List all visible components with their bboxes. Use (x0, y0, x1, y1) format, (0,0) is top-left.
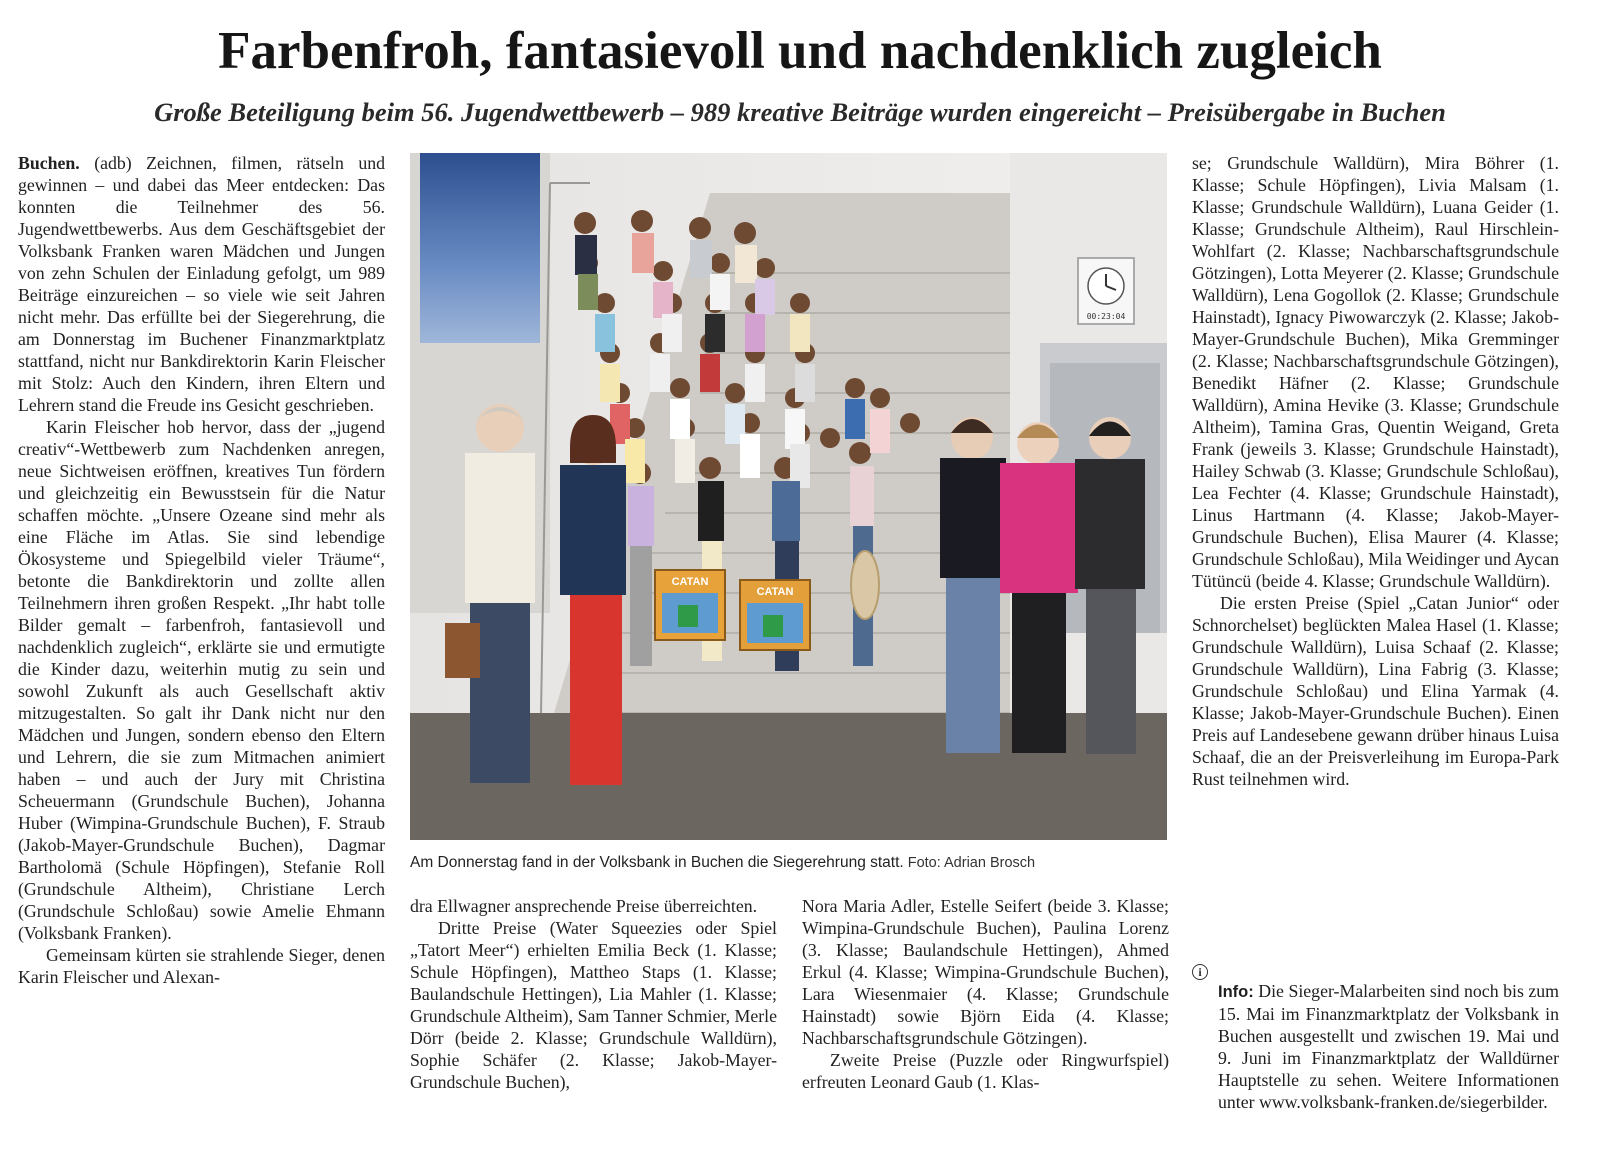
group-photo-illustration (410, 153, 1167, 840)
article-photo (410, 153, 1167, 840)
info-icon: i (1192, 964, 1208, 980)
info-text: Die Sieger-Malarbeiten sind noch bis zum 15. Mai im Finanzmarktplatz der Volksbank in Buchen ausgestellt und zwischen 19. Mai und 9. Juni im Finanzmarktplatz der Walldürner Hauptstelle zu sehen. Weitere Informationen unter www.volksbank-franken.de/siegerbilder. (1218, 980, 1559, 1112)
paragraph: Nora Maria Adler, Estelle Seifert (beide 3. Klasse; Wimpina-Grundschule Buchen), Paulina Lorenz (3. Klasse; Baulandschule Hettingen), Ahmed Erkul (4. Klasse; Wimpina-Grundschule Buchen), Lara Wiesenmaier (4. Klasse; Grundschule Hainstadt) sowie Björn Eida (4. Klasse; Nachbarschaftsgrundschule Götzingen). (802, 896, 1169, 1048)
paragraph: Zweite Preise (Puzzle oder Ringwurfspiel) erfreuten Leonard Gaub (1. Klas- (802, 1050, 1169, 1092)
dateline: Buchen. (18, 153, 80, 173)
clock-display: 00:23:04 (1086, 312, 1126, 321)
paragraph: se; Grundschule Walldürn), Mira Böhrer (1. Klasse; Schule Höpfingen), Livia Malsam (1. Klasse; Grundschule Walldürn), Luana Geider (1. Klasse; Grundschule Altheim), Raul Hirschlein-Wohlfart (2. Klasse; Nachbarschaftsgrundschule Götzingen), Lotta Meyerer (2. Klasse; Grundschule Walldürn), Lena Gogollok (2. Klasse; Grundschule Hainstadt), Ignacy Piwowarczyk (2. Klasse; Jakob-Mayer-Grundschule Buchen), Mika Gremminger (2. Klasse; Nachbarschaftsgrundschule Götzingen), Benedikt Häfner (2. Klasse; Grundschule Walldürn), Amina Hevike (3. Klasse; Grundschule Altheim), Tamina Gras, Quentin Weigand, Greta Frank (jeweils 3. Klasse; Grundschule Hainstadt), Hailey Schwab (3. Klasse; Grundschule Schloßau), Lea Fechter (4. Klasse; Grundschule Hainstadt), Linus Hartmann (4. Klasse; Jakob-Mayer-Grundschule Buchen), Elisa Maurer (4. Klasse; Grundschule Schloßau), Mila Weidinger und Aycan Tütüncü (beide 4. Klasse; Grundschule Walldürn). (1192, 153, 1559, 591)
photo-caption (410, 852, 1167, 874)
svg-text:CATAN: CATAN (756, 586, 794, 598)
paragraph: dra Ellwagner ansprechende Preise überreichten. (410, 896, 758, 916)
lead-text: (adb) Zeichnen, filmen, rätseln und gewinnen – und dabei das Meer entdecken: Das konnten die Teilnehmer des 56. Jugendwettbewerbs. Aus dem Geschäftsgebiet der Volksbank Franken waren Mädchen und Jungen von zehn Schulen der Einladung gefolgt, um 989 Beiträge einzureichen – so viele wie seit Jahren nicht mehr. Das erfüllte bei der Siegerehrung, die am Donnerstag im Buchener Finanzmarktplatz stattfand, nicht nur Bankdirektorin Karin Fleischer mit Stolz: Auch den Kindern, ihren Eltern und Lehrern stand die Freude ins Gesicht geschrieben. (18, 153, 385, 415)
caption-text: Am Donnerstag fand in der Volksbank in Buchen die Siegerehrung statt. (410, 854, 904, 871)
paragraph: Karin Fleischer hob hervor, dass der „jugend creativ“-Wettbewerb zum Nachdenken anregen, neue Sichtweisen eröffnen, kreatives Tun fördern und gleichzeitig ein Bewusstsein für die Natur schaffen möchte. „Unsere Ozeane sind mehr als eine Fläche im Atlas. Sie sind lebendige Ökosysteme und Spiegelbild vieler Träume“, betonte die Bankdirektorin und zollte allen Teilnehmern ihren großen Respekt. „Ihr habt tolle Bilder gemalt – farbenfroh, fantasievoll und nachdenklich zugleich“, erklärte sie und ermutigte die Kinder dazu, weiterhin mutig zu sein und sowohl Zukunft als auch Gesellschaft aktiv mitzugestalten. So galt ihr Dank nicht nur den Mädchen und Jungen, sondern ebenso den Eltern und Lehrern, die sie zum Mitmachen animiert haben – und auch der Jury mit Christina Scheuermann (Grundschule Buchen), Johanna Huber (Wimpina-Grundschule Buchen), F. Straub (Jakob-Mayer-Grundschule Buchen), Dagmar Bartholomä (Schule Höpfingen), Stefanie Roll (Grundschule Altheim), Christiane Lerch (Grundschule Schloßau) sowie Amelie Ehmann (Volksbank Franken). (18, 417, 385, 943)
paragraph: Dritte Preise (Water Squeezies oder Spiel „Tatort Meer“) erhielten Emilia Beck (1. Klasse; Schule Höpfingen), Mattheo Staps (1. Klasse; Baulandschule Hettingen), Lia Mahler (1. Klasse; Grundschule Altheim), Sam Tanner Schmier, Merle Dörr (beide 2. Klasse; Grundschule Walldürn), Sophie Schäfer (2. Klasse; Jakob-Mayer-Grundschule Buchen), (410, 918, 777, 1092)
info-label: Info: (1218, 982, 1254, 1001)
info-paragraph (1218, 980, 1559, 1113)
headline: Farbenfroh, fantasievoll und nachdenklich zugleich (218, 22, 1382, 80)
article-column-3 (802, 895, 1169, 1093)
paragraph: Die ersten Preise (Spiel „Catan Junior“ oder Schnorchelset) beglückten Malea Hasel (1. Klasse; Grundschule Walldürn), Luisa Schaaf (2. Klasse; Grundschule Walldürn), Lina Fabrig (3. Klasse; Grundschule Schloßau) und Elina Yarmak (4. Klasse; Jakob-Mayer-Grundschule Buchen). Einen Preis auf Landesebene gewann drüber hinaus Luisa Schaaf, die an der Preisverleihung im Europa-Park Rust teilnehmen wird. (1192, 593, 1559, 789)
paragraph: Gemeinsam kürten sie strahlende Sieger, denen Karin Fleischer und Alexan- (18, 945, 385, 987)
lead-paragraph (18, 152, 385, 416)
photo-credit: Foto: Adrian Brosch (907, 855, 1036, 871)
article-column-2 (410, 895, 777, 1093)
article-column-1 (18, 152, 385, 988)
svg-text:CATAN: CATAN (671, 576, 709, 588)
info-box (1192, 962, 1559, 1131)
article-column-4 (1192, 152, 1559, 790)
subheadline: Große Beteiligung beim 56. Jugendwettbewerb – 989 kreative Beiträge wurden eingereicht – Preisübergabe in Buchen (154, 97, 1446, 127)
